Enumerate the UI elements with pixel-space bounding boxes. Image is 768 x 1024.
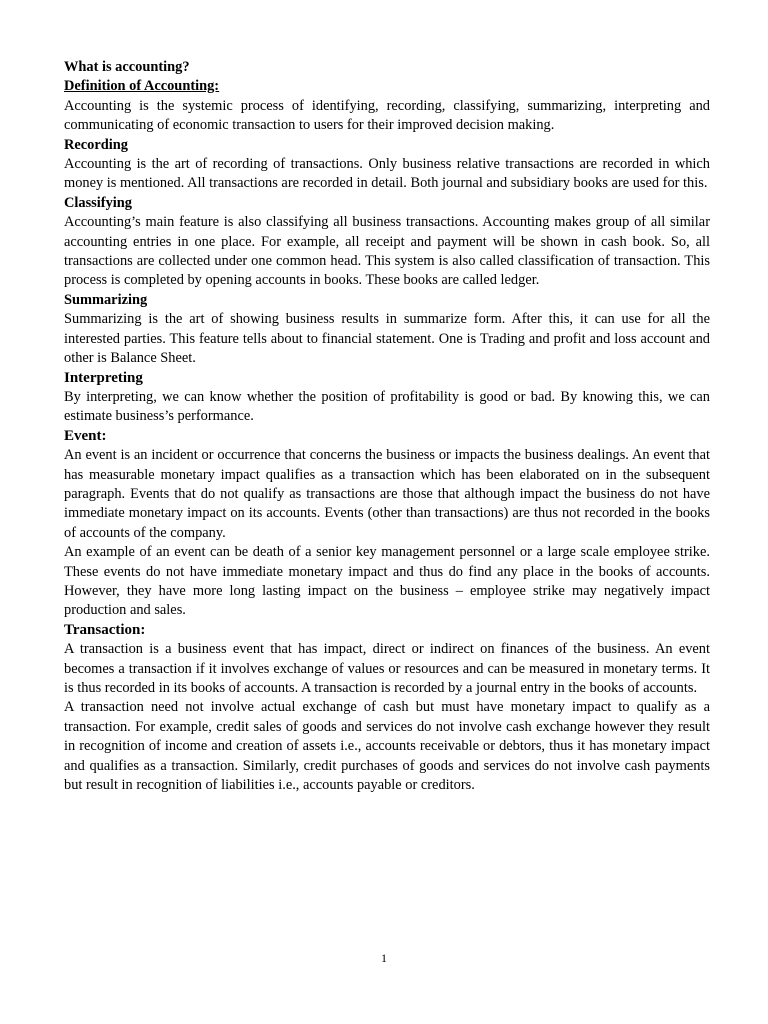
recording-paragraph: Accounting is the art of recording of transactions. Only business relative transactions are recorded in which money is mentioned. All transactions are recorded in detail. Both journal and subsidiary books are used for this. xyxy=(64,156,710,192)
event-heading: Event: xyxy=(64,427,107,444)
summarizing-heading: Summarizing xyxy=(64,291,148,308)
transaction-paragraph-1: A transaction is a business event that has impact, direct or indirect on finances of the business. An event becomes a transaction if it involves exchange of values or resources and can be measured in monetary terms. It is thus recorded in its books of accounts. A transaction is recorded by a journal entry in the books of accounts. xyxy=(64,641,710,696)
definition-heading: Definition of Accounting: xyxy=(64,78,220,95)
transaction-paragraph-2: A transaction need not involve actual exchange of cash but must have monetary impact to qualify as a transaction. For example, credit sales of goods and services do not involve cash exchange however they result in recognition of income and creation of assets i.e., accounts receivable or debtors, thus it has monetary impact and qualifies as a transaction. Similarly, credit purchases of goods and services do not involve cash payments but result in recognition of liabilities i.e., accounts payable or creditors. xyxy=(64,699,710,794)
recording-heading: Recording xyxy=(64,136,128,153)
document-title: What is accounting? xyxy=(64,59,190,75)
interpreting-heading: Interpreting xyxy=(64,369,143,386)
classifying-heading: Classifying xyxy=(64,194,132,211)
event-paragraph-2: An example of an event can be death of a senior key management personnel or a large scale employee strike. These events do not have immediate monetary impact and thus do find any place in the books of accounts. However, they have more long lasting impact on the business – employee strike may negatively impact production and sales. xyxy=(64,544,710,619)
definition-paragraph: Accounting is the systemic process of identifying, recording, classifying, summarizing, interpreting and communicating of economic transaction to users for their improved decision making. xyxy=(64,97,710,134)
document-page xyxy=(64,58,710,795)
event-paragraph-1: An event is an incident or occurrence that concerns the business or impacts the business dealings. An event that has measurable monetary impact qualifies as a transaction which has been elaborated on in the subsequent paragraph. Events that do not qualify as transactions are those that although impact the business do not have immediate monetary impact on its accounts. Events (other than transactions) are thus not recorded in the books of accounts of the company. xyxy=(64,447,710,541)
classifying-paragraph: Accounting’s main feature is also classifying all business transactions. Accounting makes group of all similar accounting entries in one place. For example, all receipt and payment will be shown in cash book. So, all transactions are collected under one common head. This system is also called classification of transaction. This process is completed by opening accounts in books. These books are called ledger. xyxy=(64,214,710,289)
transaction-heading: Transaction: xyxy=(64,621,146,638)
page-number: 1 xyxy=(381,951,387,965)
summarizing-paragraph: Summarizing is the art of showing business results in summarize form. After this, it can use for all the interested parties. This feature tells about to financial statement. One is Trading and profit and loss account and other is Balance Sheet. xyxy=(64,311,710,367)
interpreting-paragraph: By interpreting, we can know whether the position of profitability is good or bad. By knowing this, we can estimate business’s performance. xyxy=(64,388,710,425)
